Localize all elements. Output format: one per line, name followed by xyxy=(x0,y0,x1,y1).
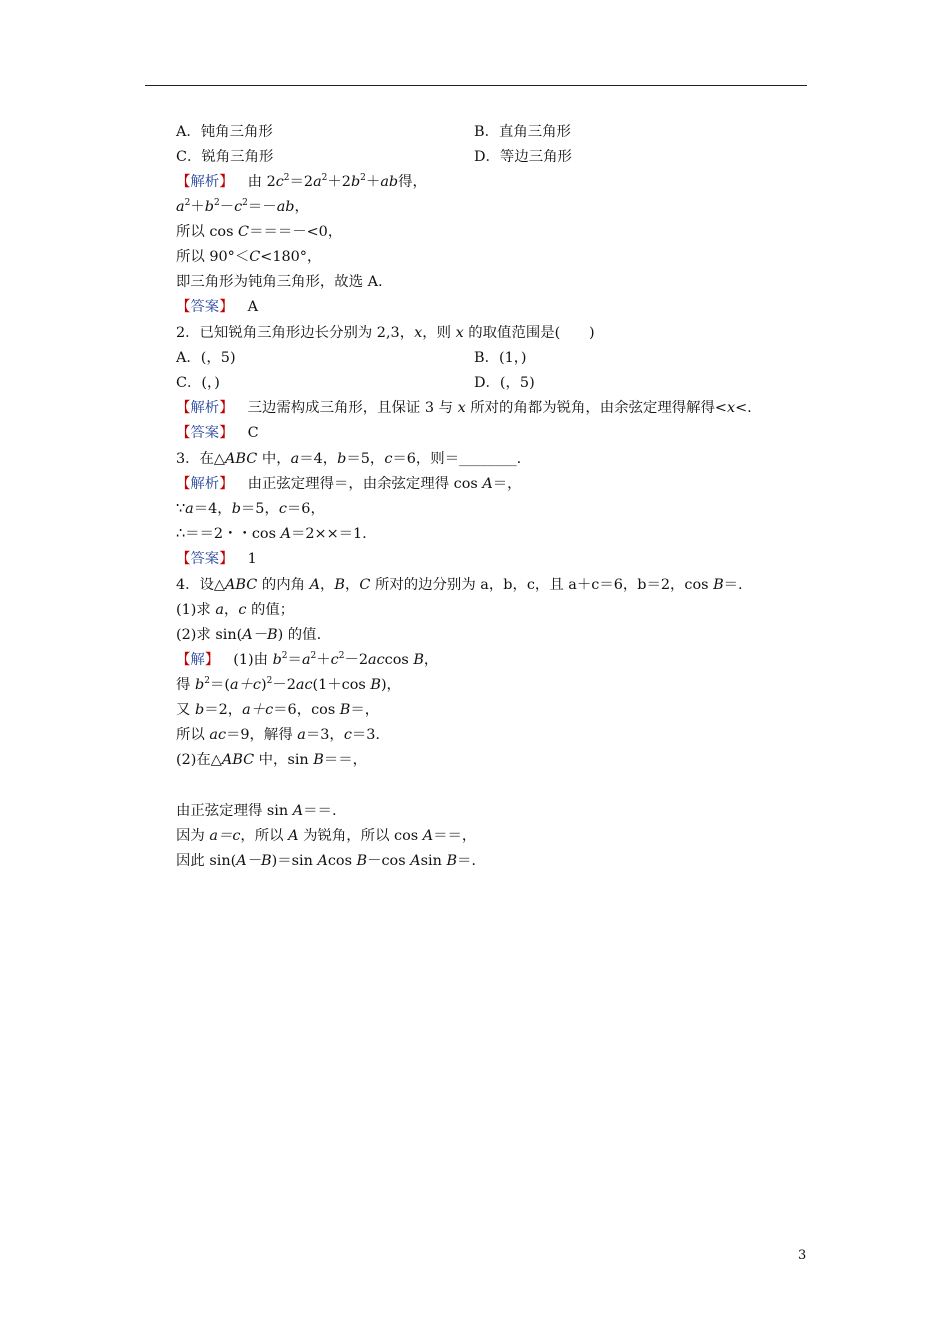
q4-solution-line-6: 由正弦定理得 sin A＝＝. xyxy=(176,803,337,819)
answer-tag: 【答案】 xyxy=(176,551,234,567)
analysis-tag: 【解析】 xyxy=(176,174,234,190)
q3-analysis-line-3: ∴＝＝2・・cos A＝2××＝1. xyxy=(176,526,367,542)
q1-analysis-line-2: $a^2+b^2-c^2=-ab$， xyxy=(176,198,309,215)
q4-part-1: (1)求 a，c 的值； xyxy=(176,602,295,618)
answer-tag: 【答案】 xyxy=(176,299,234,315)
q1-option-b: B．直角三角形 xyxy=(474,124,571,140)
answer-tag: 【答案】 xyxy=(176,425,234,441)
q1-analysis-line-5: 即三角形为钝角三角形，故选 A. xyxy=(176,274,383,290)
q4-solution-line-3: 又 b＝2，a＋c＝6，cos B＝， xyxy=(176,702,380,718)
q2-option-c: C．(，) xyxy=(176,375,220,391)
q2-analysis: 【解析】 三边需构成三角形，且保证 3 与 x 所对的角都为锐角，由余弦定理得解得<x<. xyxy=(176,400,752,416)
q1-analysis-line-3: 所以 cos C＝＝＝－<0， xyxy=(176,224,343,240)
q4-part-2: (2)求 sin(A－B) 的值. xyxy=(176,627,322,643)
q3-stem: 3．在△ABC 中，a＝4，b＝5，c＝6，则＝________. xyxy=(176,451,522,467)
q4-solution-line-2: 得 $b^2=(a+c)^2-2ac(1+\cos$ B)， xyxy=(176,676,401,693)
q4-solution-line-4: 所以 ac＝9，解得 a＝3，c＝3. xyxy=(176,727,381,743)
q2-option-b: B．(1，) xyxy=(474,350,527,366)
analysis-tag: 【解析】 xyxy=(176,400,234,416)
q2-answer: 【答案】 C xyxy=(176,425,259,441)
q1-analysis-line-1: 【解析】 由 $2c^2=2a^2+2b^2+ab$得， xyxy=(176,173,427,190)
q3-answer: 【答案】 1 xyxy=(176,551,257,567)
q4-solution-line-7: 因为 a＝c，所以 A 为锐角，所以 cos A＝＝， xyxy=(176,828,477,844)
q1-option-d: D．等边三角形 xyxy=(474,149,572,165)
solution-tag: 【解】 xyxy=(176,652,220,668)
q3-analysis-line-1: 【解析】 由正弦定理得＝，由余弦定理得 cos A＝， xyxy=(176,476,522,492)
q1-answer: 【答案】 A xyxy=(176,299,259,315)
header-rule xyxy=(145,85,807,86)
page-number: 3 xyxy=(798,1248,807,1263)
q1-option-a: A．钝角三角形 xyxy=(176,124,273,140)
q1-analysis-line-4: 所以 90°＜C<180°， xyxy=(176,249,322,265)
q2-option-d: D．(，5) xyxy=(474,375,535,391)
q4-solution-line-5: (2)在△ABC 中，sin B＝＝， xyxy=(176,752,368,768)
q4-solution-line-8: 因此 sin(A－B)＝sin Acos B－cos Asin B＝. xyxy=(176,853,476,869)
q1-option-c: C．锐角三角形 xyxy=(176,149,274,165)
q2-option-a: A．(，5) xyxy=(176,350,236,366)
q4-stem: 4．设△ABC 的内角 A，B，C 所对的边分别为 a，b，c，且 a＋c＝6，b＝2，cos B＝. xyxy=(176,577,743,593)
q3-analysis-line-2: ∵a＝4，b＝5，c＝6， xyxy=(176,501,325,517)
analysis-tag: 【解析】 xyxy=(176,476,234,492)
q4-solution-line-1: 【解】 (1)由 $b^2=a^2+c^2-2accos$ B， xyxy=(176,651,439,668)
q2-stem: 2．已知锐角三角形边长分别为 2,3，x，则 x 的取值范围是( ) xyxy=(176,325,595,341)
